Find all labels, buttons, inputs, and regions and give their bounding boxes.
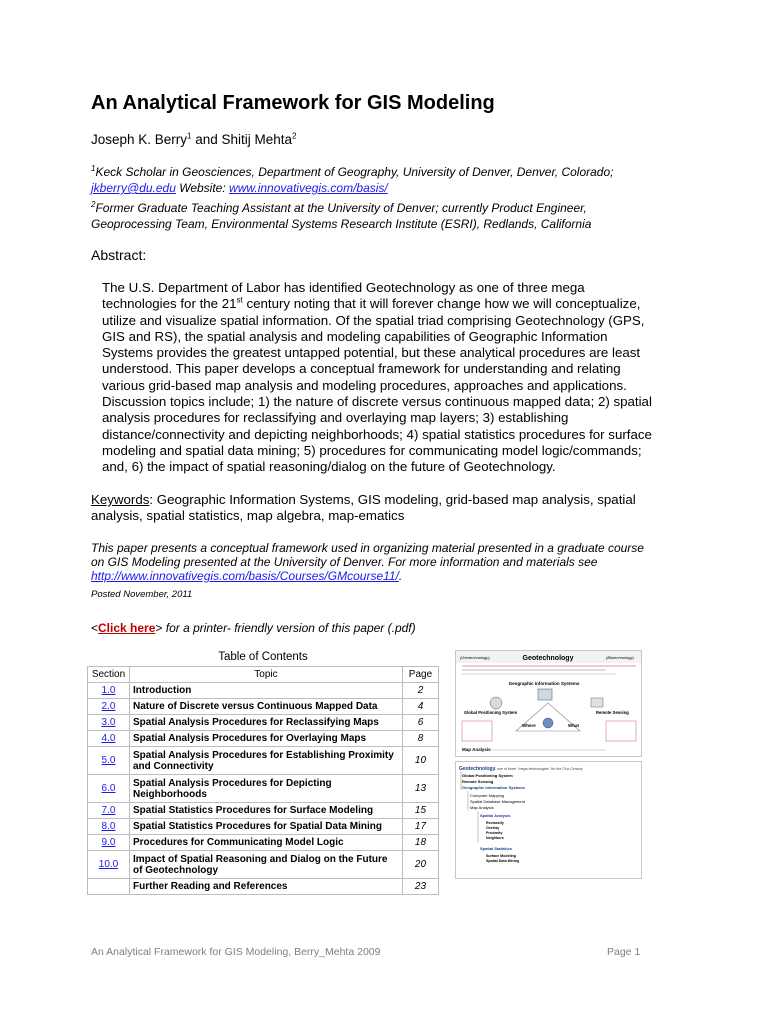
abstract-body <box>102 280 657 476</box>
affiliation-1-sup: 1 <box>91 164 96 173</box>
toc-section-cell <box>88 803 130 819</box>
computer-icon <box>538 689 552 700</box>
fig2-item: Overlay <box>486 826 500 830</box>
toc-header-page: Page <box>402 667 438 683</box>
printer-friendly-link[interactable]: Click here <box>98 621 156 635</box>
affiliation-1 <box>91 164 651 196</box>
fig2-item: Proximity <box>486 831 503 835</box>
toc-section-cell <box>88 835 130 851</box>
toc-row[interactable] <box>88 683 439 699</box>
printer-gt: > <box>155 621 163 635</box>
toc-topic: Procedures for Communicating Model Logic <box>130 835 403 851</box>
fig2-item: Spatial Database Management <box>470 799 525 804</box>
email-link[interactable]: jkberry@du.edu <box>91 181 176 195</box>
toc-page: 8 <box>402 731 438 747</box>
toc-section-link[interactable]: 1.0 <box>101 685 116 696</box>
toc-page: 2 <box>402 683 438 699</box>
fig2-item: Geographic Information Systems <box>462 785 525 790</box>
toc-row[interactable] <box>88 715 439 731</box>
toc-page: 20 <box>402 851 438 879</box>
toc-row[interactable] <box>88 747 439 775</box>
toc-section-link[interactable]: 2.0 <box>101 701 116 712</box>
fig2-item: Surface Modeling <box>486 854 516 858</box>
toc-page: 13 <box>402 775 438 803</box>
toc-section-link[interactable]: 5.0 <box>101 755 116 766</box>
abstract-part-1: The U.S. Department of Labor has identified Geotechnology as one of three mega technologies for the 21 <box>102 280 585 312</box>
toc-topic: Spatial Analysis Procedures for Reclassifying Maps <box>130 715 403 731</box>
remote-sensing-icon <box>591 698 603 707</box>
toc-caption: Table of Contents <box>218 651 308 663</box>
satellite-icon <box>490 697 502 709</box>
toc-row[interactable] <box>88 835 439 851</box>
toc-header-topic: Topic <box>130 667 403 683</box>
printer-lt: < <box>91 621 99 635</box>
toc-row[interactable] <box>88 851 439 879</box>
globe-icon <box>543 718 553 728</box>
toc-page: 6 <box>402 715 438 731</box>
fig2-item: Spatial Analysis <box>480 813 511 818</box>
page-footer: An Analytical Framework for GIS Modeling, Berry_Mehta 2009 <box>91 946 381 958</box>
toc-topic: Spatial Statistics Procedures for Spatial Data Mining <box>130 819 403 835</box>
toc-topic: Introduction <box>130 683 403 699</box>
toc-page: 15 <box>402 803 438 819</box>
affiliation-2 <box>91 200 651 232</box>
toc-topic: Further Reading and References <box>130 879 403 895</box>
fig2-item: Computer Mapping <box>470 793 505 798</box>
keywords <box>91 492 651 525</box>
keywords-text: : Geographic Information Systems, GIS modeling, grid-based map analysis, spatial analysis, spatial statistics, map algebra, map-ematics <box>91 492 636 524</box>
conceptual-note-text: This paper presents a conceptual framework used in organizing material presented in a graduate course on GIS Modeling presented at the University of Denver. For more information and materials see <box>91 541 644 569</box>
toc-section-cell <box>88 879 130 895</box>
toc-header-section: Section <box>88 667 130 683</box>
toc-section-cell <box>88 747 130 775</box>
toc-row[interactable] <box>88 731 439 747</box>
affiliation-2-sup: 2 <box>91 200 96 209</box>
website-link[interactable]: www.innovativegis.com/basis/ <box>229 181 388 195</box>
page-number: Page 1 <box>607 946 641 958</box>
conceptual-note-end: . <box>398 569 403 583</box>
author-line <box>91 132 297 147</box>
toc-page: 18 <box>402 835 438 851</box>
toc-section-link[interactable]: 8.0 <box>101 821 116 832</box>
toc-section-link[interactable]: 4.0 <box>101 733 116 744</box>
toc-section-cell <box>88 715 130 731</box>
abstract-part-2: century noting that it will forever change how we will conceptualize, utilize and visualize spatial information. Of the spatial triad comprising Geotechnology (GPS, GIS and RS), the spatial analysis and modeling capabilities of Geographic Information Systems provides the greatest untapped potential, but these analytical procedures are least understood. This paper develops a conceptual framework for understanding and relating various grid-based map analysis and modeling procedures, approaches and applications. Discussion topics include; 1) the nature of discrete versus continuous mapped data; 2) spatial analysis procedures for reclassifying and overlaying map layers; 3) establishing distance/connectivity and depicting neighborhoods; 4) spatial statistics procedures for surface modeling and spatial data mining; 5) procedures for communicating model logic/commands; and, 6) the impact of spatial reasoning/dialog on the future of Geotechnology. <box>102 296 652 475</box>
toc-row[interactable] <box>88 819 439 835</box>
fig1-header-right: (Biotechnology) <box>606 655 634 660</box>
fig1-rs-label: Remote Sensing <box>596 710 629 715</box>
toc-topic: Spatial Analysis Procedures for Establishing Proximity and Connectivity <box>130 747 403 775</box>
fig2-title: Geotechnology <box>459 766 496 772</box>
course-link[interactable]: http://www.innovativegis.com/basis/Courses/GMcourse11/ <box>91 569 399 583</box>
geotechnology-hierarchy-figure <box>455 761 642 879</box>
toc-section-link[interactable]: 9.0 <box>101 837 116 848</box>
toc-page: 17 <box>402 819 438 835</box>
toc-section-cell <box>88 819 130 835</box>
author-2: Shitij Mehta <box>221 132 293 147</box>
affiliation-1-text: Keck Scholar in Geosciences, Department of Geography, University of Denver, Denver, Colorado; <box>95 165 614 179</box>
toc-page: 23 <box>402 879 438 895</box>
toc-section-cell <box>88 699 130 715</box>
fig2-item: Map Analysis <box>470 805 494 810</box>
toc-section-link[interactable]: 6.0 <box>101 783 116 794</box>
printer-friendly-line <box>91 621 416 635</box>
fig2-item: Global Positioning System <box>462 773 513 778</box>
toc-row <box>88 879 439 895</box>
fig2-item: Remote Sensing <box>462 779 494 784</box>
toc-row[interactable] <box>88 803 439 819</box>
toc-topic: Spatial Analysis Procedures for Overlaying Maps <box>130 731 403 747</box>
toc-topic: Impact of Spatial Reasoning and Dialog on the Future of Geotechnology <box>130 851 403 879</box>
author-1: Joseph K. Berry <box>91 132 188 147</box>
fig1-what: What <box>568 723 579 728</box>
toc-section-cell <box>88 775 130 803</box>
fig1-map-analysis: Map Analysis <box>462 747 491 752</box>
posted-date: Posted November, 2011 <box>91 589 193 600</box>
toc-row[interactable] <box>88 775 439 803</box>
fig2-item: Spatial Statistics <box>480 846 513 851</box>
fig1-header-left: (Geotechnology) <box>460 655 490 660</box>
toc-page: 4 <box>402 699 438 715</box>
conceptual-note <box>91 541 656 583</box>
toc-section-link[interactable]: 3.0 <box>101 717 116 728</box>
affiliation-2-text: Former Graduate Teaching Assistant at the University of Denver; currently Product Engineer, Geoprocessing Team, Environmental Systems Research Institute (ESRI), Redlands, California <box>91 201 592 231</box>
abstract-heading: Abstract: <box>91 247 147 263</box>
author-2-sup: 2 <box>292 131 297 141</box>
author-1-sup: 1 <box>187 131 192 141</box>
fig2-subtitle: – one of three "mega-technologies" for the 21st Century <box>494 767 583 771</box>
paper-title: An Analytical Framework for GIS Modeling <box>91 92 495 114</box>
website-label: Website: <box>175 181 230 195</box>
fig2-item: Reclassify <box>486 821 504 825</box>
fig1-gps-label: Global Positioning System <box>464 710 518 715</box>
table-of-contents <box>87 648 439 895</box>
fig1-where: Where <box>522 723 536 728</box>
keywords-label: Keywords <box>91 492 150 507</box>
toc-section-link[interactable]: 10.0 <box>98 859 119 870</box>
toc-section-cell <box>88 683 130 699</box>
toc-topic: Spatial Statistics Procedures for Surface Modeling <box>130 803 403 819</box>
toc-row[interactable] <box>88 699 439 715</box>
fig1-gis-label: Geographic Information Systems <box>508 681 580 686</box>
toc-topic: Spatial Analysis Procedures for Depicting Neighborhoods <box>130 775 403 803</box>
toc-section-cell <box>88 851 130 879</box>
fig1-title: Geotechnology <box>522 655 574 662</box>
geotechnology-triad-figure <box>455 650 642 757</box>
author-and: and <box>191 132 222 147</box>
toc-section-link[interactable]: 7.0 <box>101 805 116 816</box>
toc-topic: Nature of Discrete versus Continuous Mapped Data <box>130 699 403 715</box>
fig2-item: Neighbors <box>486 836 504 840</box>
fig2-item: Spatial Data Mining <box>486 859 520 863</box>
abstract-sup: st <box>236 295 243 305</box>
printer-text: for a printer- friendly version of this paper (.pdf) <box>162 621 416 635</box>
toc-page: 10 <box>402 747 438 775</box>
toc-section-cell <box>88 731 130 747</box>
